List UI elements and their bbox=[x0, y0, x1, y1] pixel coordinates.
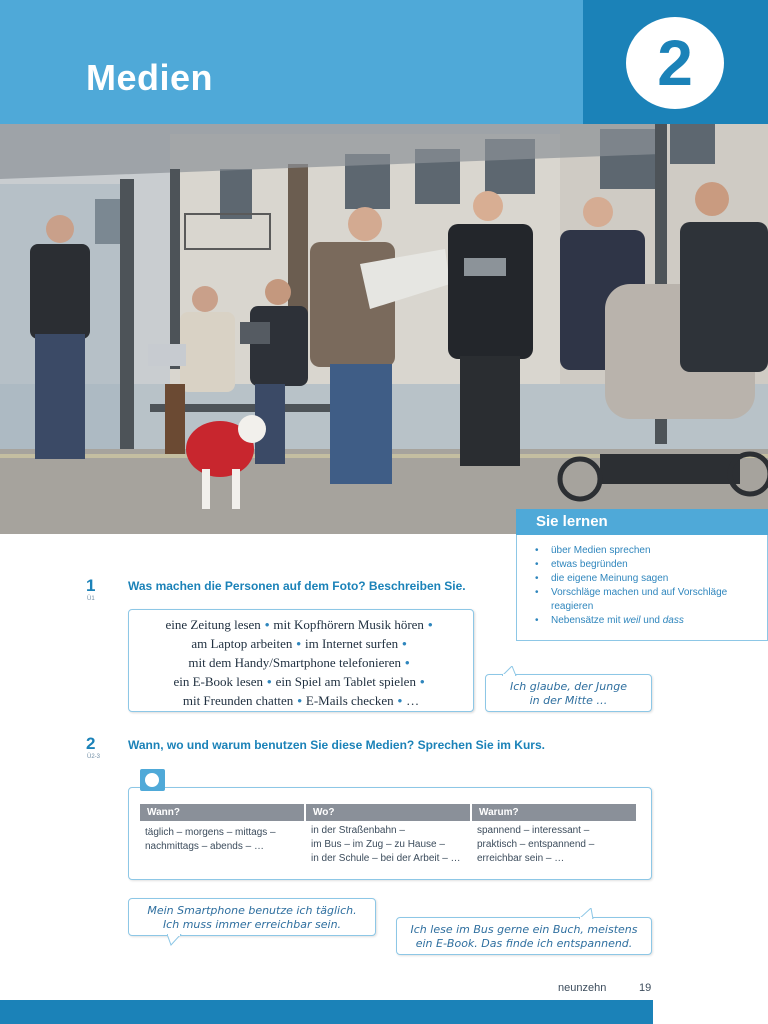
phrase: am Laptop arbeiten bbox=[191, 636, 293, 651]
exercise-2-number: 2 bbox=[86, 734, 96, 753]
page-number-word: neunzehn bbox=[558, 982, 607, 994]
phrase-line bbox=[129, 672, 473, 691]
bullet-dot: • bbox=[402, 636, 407, 651]
bullet-dot: • bbox=[419, 674, 425, 689]
table-cell bbox=[306, 824, 470, 866]
phrase: im Internet surfen bbox=[304, 636, 399, 651]
speech-bubble-ebook bbox=[396, 917, 652, 955]
learn-item-weil: weil bbox=[623, 615, 641, 626]
footer-bar bbox=[0, 1000, 653, 1024]
learn-item bbox=[535, 614, 759, 628]
table-header: Wann? bbox=[140, 804, 304, 821]
usage-table bbox=[128, 787, 652, 880]
learn-box bbox=[516, 535, 768, 641]
bus-stop-photo bbox=[0, 124, 768, 534]
learn-item-text: Nebensätze mit bbox=[551, 615, 621, 626]
table-cell-line: in der Straßenbahn – bbox=[311, 825, 405, 836]
exercise-1-ref: Ü1 bbox=[87, 596, 95, 602]
bubble-tail bbox=[167, 934, 183, 946]
phrase: mit Kopfhörern Musik hören bbox=[273, 617, 424, 632]
phrase: mit dem Handy/Smartphone telefonieren bbox=[188, 655, 402, 670]
phrase-box bbox=[128, 609, 474, 712]
phrase: … bbox=[406, 693, 420, 708]
bullet-dot: • bbox=[405, 655, 410, 670]
table-cell bbox=[472, 824, 636, 866]
table-cell bbox=[140, 826, 304, 854]
bullet-dot: • bbox=[397, 693, 403, 708]
bullet-dot: • bbox=[297, 693, 302, 708]
exercise-2-instruction: Wann, wo und warum benutzen Sie diese Medien? Sprechen Sie im Kurs. bbox=[128, 738, 545, 752]
table-cell-line: spannend – interessant – bbox=[477, 825, 590, 836]
learn-list bbox=[535, 544, 759, 628]
chapter-number-badge bbox=[626, 17, 724, 109]
phrase-line bbox=[129, 634, 473, 653]
exercise-1-number: 1 bbox=[86, 576, 96, 595]
table-column-warum bbox=[472, 804, 636, 866]
bubble-line: in der Mitte … bbox=[529, 694, 608, 707]
bubble-line: Ich glaube, der Junge bbox=[510, 680, 627, 693]
phrase: E-Mails checken bbox=[305, 693, 394, 708]
bullet-dot: • bbox=[267, 674, 272, 689]
phrase: ein Spiel am Tablet spielen bbox=[275, 674, 416, 689]
learn-box-heading: Sie lernen bbox=[516, 509, 768, 535]
bubble-line: Mein Smartphone benutze ich täglich. bbox=[147, 904, 357, 917]
bubble-line: Ich muss immer erreichbar sein. bbox=[162, 918, 342, 931]
table-header: Wo? bbox=[306, 804, 470, 821]
bullet-dot: • bbox=[296, 636, 301, 651]
bubble-line: ein E-Book. Das finde ich entspannend. bbox=[415, 937, 633, 950]
speech-bubble-smartphone bbox=[128, 898, 376, 936]
learn-item: • Vorschläge machen und auf Vorschläge bbox=[535, 586, 759, 600]
learn-item-und: und bbox=[643, 615, 660, 626]
learn-item: • über Medien sprechen bbox=[535, 544, 759, 558]
bus-stop-photo-drawing bbox=[0, 124, 768, 534]
learn-item: • etwas begründen bbox=[535, 558, 759, 572]
phrase-line bbox=[129, 653, 473, 672]
phrase-line bbox=[129, 691, 473, 710]
bubble-line: Ich lese im Bus gerne ein Buch, meistens bbox=[410, 923, 638, 936]
table-column-wo bbox=[306, 804, 470, 866]
exercise-2-ref: Ü2-3 bbox=[87, 754, 101, 760]
bubble-tail bbox=[579, 908, 595, 919]
learn-item-dass: dass bbox=[662, 615, 684, 626]
table-header: Warum? bbox=[472, 804, 636, 821]
page-number: 19 bbox=[639, 982, 652, 994]
speech-bubble-junge bbox=[485, 674, 652, 712]
chapter-number: 2 bbox=[657, 27, 693, 99]
phrase: mit Freunden chatten bbox=[182, 693, 294, 708]
table-cell-line: erreichbar sein – … bbox=[477, 853, 565, 864]
bubble-tail bbox=[502, 666, 518, 676]
exercise-1-instruction: Was machen die Personen auf dem Foto? Beschreiben Sie. bbox=[128, 579, 466, 593]
table-cell-line: im Bus – im Zug – zu Hause – bbox=[311, 839, 445, 850]
table-cell-line: täglich – morgens – mittags – bbox=[145, 827, 276, 838]
phrase: ein E-Book lesen bbox=[173, 674, 264, 689]
phrase-line bbox=[129, 615, 473, 634]
bullet-dot: • bbox=[427, 617, 433, 632]
chapter-title: Medien bbox=[86, 57, 214, 98]
phrase: eine Zeitung lesen bbox=[165, 617, 261, 632]
learn-item: • die eigene Meinung sagen bbox=[535, 572, 759, 586]
table-column-wann bbox=[140, 804, 304, 854]
learn-item-continuation: reagieren bbox=[551, 601, 594, 612]
table-cell-line: in der Schule – bei der Arbeit – … bbox=[311, 853, 461, 864]
speech-bubble-icon bbox=[140, 769, 165, 791]
table-cell-line: nachmittags – abends – … bbox=[145, 841, 264, 852]
bullet-dot: • bbox=[264, 617, 270, 632]
table-cell-line: praktisch – entspannend – bbox=[477, 839, 595, 850]
